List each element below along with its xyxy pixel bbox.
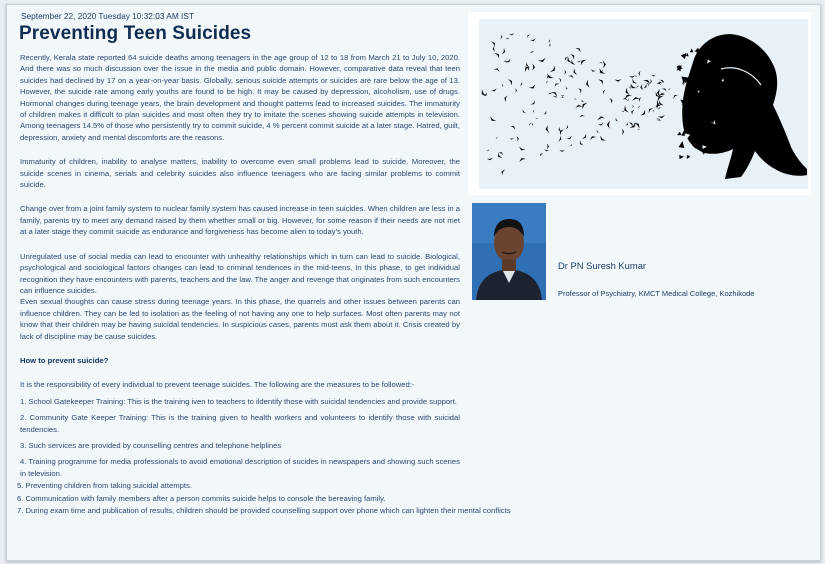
bird-shape	[610, 97, 613, 104]
bird-shape	[589, 135, 596, 140]
bird-shape	[518, 157, 526, 163]
bird-shape	[532, 63, 535, 70]
bird-shape	[631, 96, 639, 100]
bird-shape	[503, 60, 508, 63]
silhouette-fragment	[695, 150, 702, 157]
bird-shape	[582, 134, 588, 141]
bird-shape	[538, 58, 547, 64]
bird-shape	[629, 85, 631, 89]
bird-shape	[545, 73, 554, 80]
bird-shape	[550, 66, 557, 74]
bird-shape	[539, 152, 544, 156]
measure-item: 3. Such services are provided by counselling centres and telephone helplines	[20, 440, 282, 450]
bird-shape	[565, 86, 568, 90]
measure-item: 7. During exam time and publication of results, children should be provided counselling support over phone which can lighten their mental conflicts	[17, 506, 511, 515]
bird-shape	[672, 93, 678, 98]
article-paragraph: Recently, Kerala state reported 64 suicide deaths among teenagers in the age group of 12 to 18 from March 21 to July 10, 2020. And there was so much discussion over the issue in the media and public domain. However, comparative data reveal that teen suicides had declined by 17 on a year-on-year basis. Globally, serious suicide attempts or suicides are rare below the age of 13. However, the suicide rate among early youths are found to be high. It may be caused by depression, alcoholism, use of drugs. Hormonal changes during teenage years, the brain development and thought patterns lead to increased suicides. The immaturity of children makes it difficult to plan suicides and most often they try to imitate the scenes showing suicide attempts in television. Among teenagers 14.5% of those who persistently try to commit suicide, 4 % percent commit suicide at a later stage. Hatred, guilt, depression, anxiety and mental discomforts are the reasons.	[20, 53, 460, 142]
article-paragraph: Unregulated use of social media can lead to encounter with unhealthy relationships which in turn can lead to suicide. Biological, psychological and sociological factors changes can lead to criminal tendences in the mid-teens. In this phase, to get individual recognition they have encounters with parents, teachers and the law. The anger and revenge that originates from such encounters can influence suicides.	[20, 251, 460, 295]
bird-shape	[551, 90, 559, 97]
bird-shape	[528, 122, 531, 126]
article-dateline: September 22, 2020 Tuesday 10:32:03 AM IST	[21, 11, 194, 21]
bird-shape	[558, 136, 562, 143]
bird-shape	[590, 69, 596, 72]
silhouette-fragment	[677, 154, 684, 161]
bird-shape	[492, 46, 495, 52]
bird-shape	[574, 98, 577, 100]
bird-shape	[532, 123, 534, 127]
bird-shape	[549, 43, 551, 47]
bird-shape	[495, 136, 498, 139]
bird-shape	[598, 116, 605, 119]
article-paragraph: Immaturity of children, inability to analyse matters, inability to overcome even small problems lead to suicide. Moreover, the suicide scenes in cinema, serials and celebrity suicides also influence teenagers who are facing similar problems to commit suicide.	[20, 157, 460, 190]
bird-shape	[578, 87, 582, 94]
measure-item: 6. Communication with family members after a person commits suicide helps to console the bereaving family.	[17, 493, 386, 503]
bird-shape	[544, 111, 548, 116]
bird-shape	[570, 144, 573, 148]
bird-shape	[596, 130, 600, 134]
silhouette-fragment	[689, 48, 694, 53]
article-body	[17, 52, 511, 517]
bird-shape	[657, 107, 659, 110]
bird-shape	[502, 48, 506, 55]
bird-shape	[603, 60, 606, 68]
bird-shape	[510, 124, 516, 129]
silhouette-fragment	[686, 154, 691, 159]
bird-shape	[530, 38, 536, 42]
bird-shape	[622, 105, 628, 114]
bird-shape	[518, 147, 526, 152]
bird-shape	[631, 78, 638, 85]
bird-shape	[500, 34, 503, 39]
bird-shape	[658, 106, 661, 109]
bird-shape	[487, 157, 494, 160]
bird-shape	[578, 140, 583, 146]
bird-shape	[533, 109, 535, 112]
bird-shape	[640, 109, 647, 117]
bird-shape	[622, 129, 624, 136]
bird-shape	[502, 84, 504, 88]
bird-shape	[553, 82, 559, 87]
bird-shape	[526, 34, 530, 38]
bird-shape	[559, 150, 564, 152]
silhouette-dispersing-birds-icon	[479, 19, 808, 189]
bird-shape	[494, 51, 501, 58]
bird-shape	[629, 83, 637, 90]
bird-shape	[614, 118, 618, 123]
bird-shape	[545, 81, 548, 84]
bird-shape	[530, 51, 535, 54]
author-portrait-icon	[472, 203, 546, 300]
bird-shape	[535, 118, 538, 119]
bird-shape	[580, 101, 587, 109]
bird-shape	[498, 151, 504, 155]
bird-shape	[607, 120, 611, 129]
bird-shape	[517, 136, 520, 142]
bird-shape	[545, 125, 549, 133]
bird-shape	[627, 98, 630, 101]
bird-shape	[491, 88, 497, 92]
author-photo	[472, 203, 546, 300]
bird-shape	[568, 74, 574, 78]
article-title: Preventing Teen Suicides	[19, 23, 252, 44]
bird-shape	[636, 86, 639, 88]
bird-shape	[561, 97, 565, 98]
bird-shape	[637, 129, 640, 130]
bird-shape	[567, 136, 574, 141]
bird-shape	[624, 88, 630, 97]
author-name: Dr PN Suresh Kumar	[558, 260, 647, 271]
bird-shape	[632, 105, 633, 109]
bird-shape	[486, 149, 490, 152]
measures-intro: It is the responsibility of every individual to prevent teenage suicides. The following are the measures to be followed:-	[20, 380, 415, 390]
measure-item: 1. School Gatekeeper Training: This is the training iven to teachers to ildentify those with suicidal tendencies and provide support.	[20, 396, 457, 406]
bird-shape	[647, 107, 653, 113]
bird-shape	[559, 77, 562, 82]
bird-shape	[653, 109, 654, 112]
bird-shape	[500, 168, 505, 175]
bird-shape	[643, 84, 648, 90]
silhouette-fragment	[679, 150, 683, 154]
bird-shape	[480, 89, 487, 97]
bird-shape	[598, 123, 604, 127]
bird-shape	[630, 109, 634, 115]
bird-shape	[520, 82, 523, 87]
bird-shape	[575, 46, 582, 52]
bird-shape	[575, 104, 583, 108]
bird-shape	[599, 62, 603, 64]
bird-shape	[521, 109, 526, 114]
measure-item: 2. Community Gate Keeper Training: This is the training given to health workers and volunteers to identify those with suicidal tendencies.	[20, 413, 460, 434]
bird-shape	[577, 60, 582, 63]
bird-shape	[638, 96, 641, 102]
measure-item: 5. Preventing children from taking suicidal attempts.	[17, 481, 192, 491]
bird-shape	[508, 78, 514, 86]
bird-shape	[570, 60, 576, 67]
bird-shape	[548, 39, 551, 43]
bird-shape	[579, 114, 585, 117]
bird-shape	[581, 99, 585, 103]
silhouette-fragment	[675, 63, 683, 71]
bird-shape	[668, 88, 671, 90]
article-paragraph: Change over from a joint family system to nuclear family system has caused increase in teen suicides. When children are less in a family, parents try to meet any demand raised by them whether small or big. However, for some reason if their needs are not met at a later stage they commit suicide as endurance and forgiveness has become alien to today's youth.	[20, 204, 460, 237]
bird-shape	[530, 100, 536, 106]
bird-shape	[564, 70, 566, 75]
article-illustration	[468, 12, 811, 195]
bird-shape	[572, 68, 577, 76]
bird-shape	[564, 56, 568, 61]
bird-shape	[634, 75, 637, 78]
article-page	[6, 4, 821, 561]
bird-shape	[651, 75, 655, 77]
bird-shape	[598, 78, 605, 85]
bird-shape	[509, 33, 514, 36]
section-heading: How to prevent suicide?	[20, 355, 109, 365]
author-role: Professor of Psychiatry, KMCT Medical College, Kozhikode	[558, 289, 755, 298]
bird-shape	[566, 125, 569, 130]
bird-shape	[650, 79, 653, 84]
bird-shape	[655, 100, 659, 109]
bird-shape	[597, 68, 605, 76]
bird-shape	[509, 138, 513, 140]
bird-shape	[547, 143, 549, 149]
bird-shape	[602, 89, 605, 94]
silhouette-fragment	[677, 131, 682, 136]
bird-shape	[553, 95, 558, 98]
measure-item: 4. Training programme for media professionals to avoid emotional description of sucides in newspapers and showing such scenes in television.	[20, 457, 460, 478]
bird-shape	[621, 111, 624, 112]
bird-shape	[598, 136, 605, 143]
bird-shape	[570, 52, 576, 59]
bird-shape	[640, 84, 644, 91]
bird-shape	[561, 95, 565, 97]
bird-shape	[529, 84, 537, 90]
bird-shape	[585, 80, 590, 89]
bird-shape	[515, 88, 517, 93]
bird-shape	[544, 149, 549, 151]
bird-shape	[504, 95, 508, 102]
bird-shape	[489, 116, 497, 123]
article-paragraph: Even sexual thoughts can cause stress during teenage years. In this phase, the quarrels and other issues between parents can influence children. They can be led to isolation as the feeling of not having any one to help surfaces. Most often parents may not know that their children may be having suicidal tendencies. In suspicious cases, parents must ask them about it. Crisis created by lack of discipline may be cause suicides.	[20, 297, 460, 341]
bird-shape	[637, 105, 641, 108]
bird-shape	[506, 38, 510, 40]
bird-shape	[494, 67, 501, 72]
bird-shape	[638, 71, 640, 77]
bird-shape	[658, 115, 666, 119]
bird-shape	[548, 93, 552, 95]
bird-shape	[625, 122, 629, 126]
bird-shape	[614, 79, 621, 82]
bird-shape	[662, 87, 668, 92]
bird-shape	[491, 40, 496, 47]
